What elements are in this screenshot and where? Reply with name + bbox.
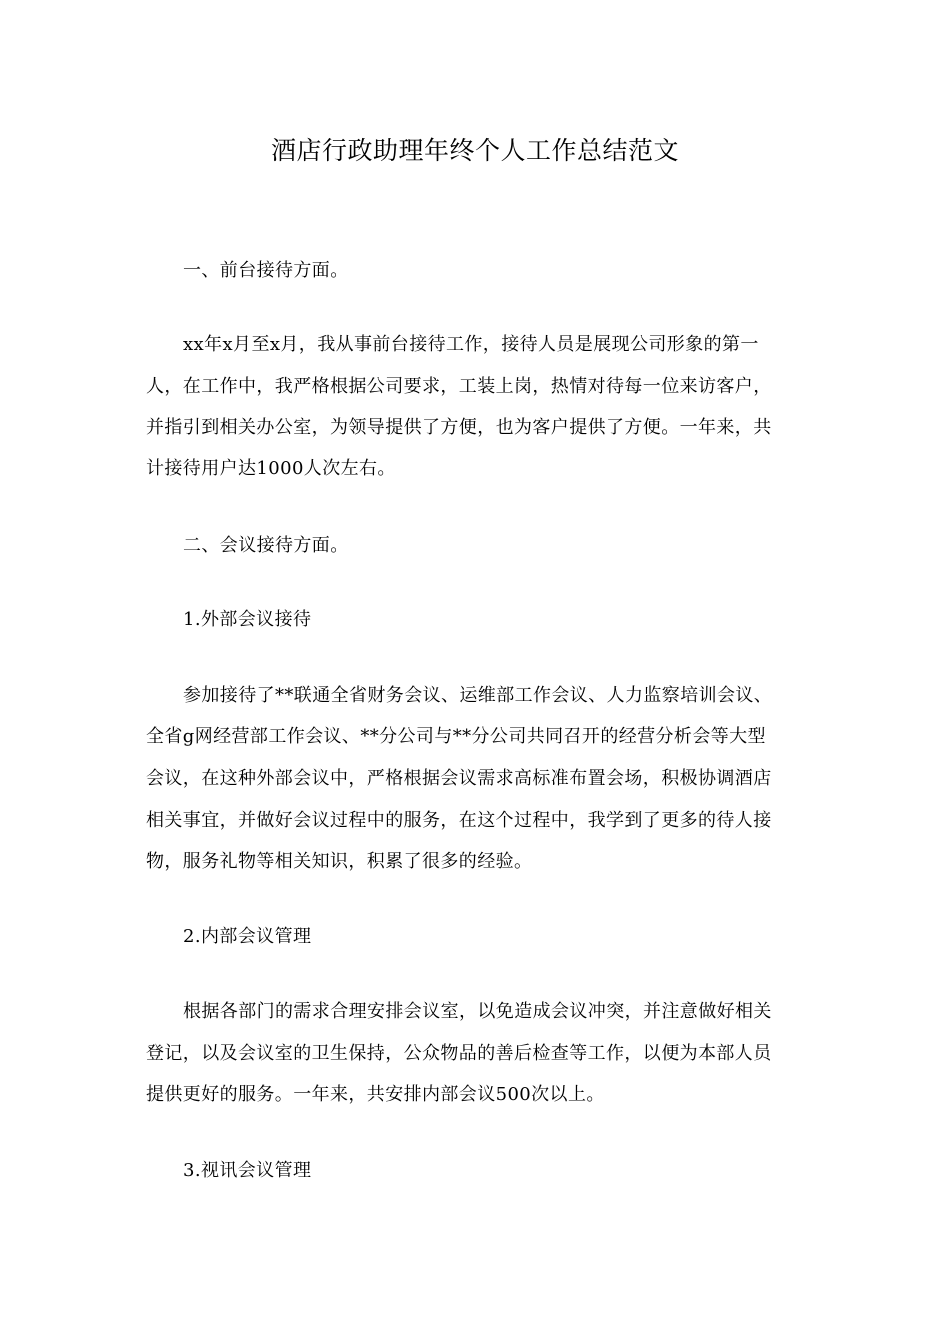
paragraph-line: 并指引到相关办公室，为领导提供了方便，也为客户提供了方便。一年来，共	[146, 417, 772, 438]
subsection-heading-internal: 2.内部会议管理	[183, 926, 312, 947]
paragraph-line: xx年x月至x月，我从事前台接待工作，接待人员是展现公司形象的第一	[183, 334, 759, 355]
paragraph-line: 会议，在这种外部会议中，严格根据会议需求高标准布置会场，积极协调酒店	[146, 768, 772, 789]
paragraph-line: 物，服务礼物等相关知识，积累了很多的经验。	[146, 851, 533, 872]
subsection-heading-video: 3.视讯会议管理	[183, 1160, 312, 1181]
paragraph-line: 相关事宜，并做好会议过程中的服务，在这个过程中，我学到了更多的待人接	[146, 810, 772, 831]
document-title: 酒店行政助理年终个人工作总结范文	[270, 136, 679, 165]
paragraph-line: 根据各部门的需求合理安排会议室，以免造成会议冲突，并注意做好相关	[183, 1001, 772, 1022]
paragraph-line: 参加接待了**联通全省财务会议、运维部工作会议、人力监察培训会议、	[183, 685, 773, 706]
paragraph-line: 计接待用户达1000人次左右。	[146, 458, 396, 479]
paragraph-line: 登记，以及会议室的卫生保持，公众物品的善后检查等工作，以便为本部人员	[146, 1043, 772, 1064]
paragraph-line: 全省g网经营部工作会议、**分公司与**分公司共同召开的经营分析会等大型	[146, 726, 766, 747]
paragraph-line: 提供更好的服务。一年来，共安排内部会议500次以上。	[146, 1084, 605, 1105]
section-heading-meetings: 二、会议接待方面。	[183, 535, 349, 556]
section-heading-front-desk: 一、前台接待方面。	[183, 260, 349, 281]
paragraph-line: 人，在工作中，我严格根据公司要求，工装上岗，热情对待每一位来访客户，	[146, 376, 772, 397]
subsection-heading-external: 1.外部会议接待	[183, 609, 312, 630]
